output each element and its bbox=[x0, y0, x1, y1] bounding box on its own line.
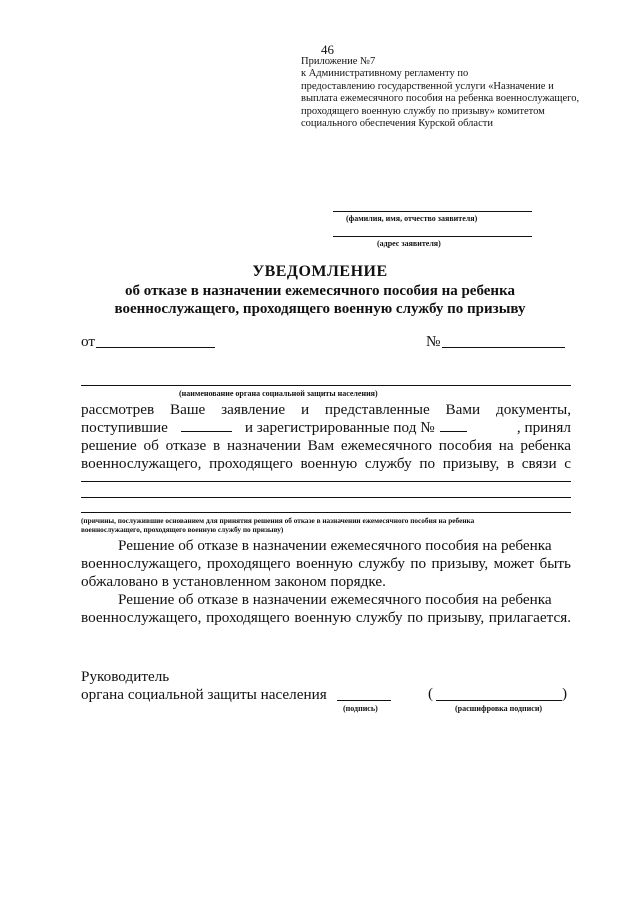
organ-title: органа социальной защиты населения bbox=[81, 686, 327, 703]
document-title: УВЕДОМЛЕНИЕ bbox=[252, 263, 388, 280]
received-date-blank bbox=[181, 419, 232, 432]
applicant-name-line bbox=[333, 211, 532, 212]
document-subtitle-line: об отказе в назначении ежемесячного пособия на ребенка bbox=[125, 283, 515, 299]
accepted-label: , принял bbox=[516, 419, 571, 436]
reasons-caption-line: военнослужащего, проходящего военную службу по призыву) bbox=[81, 524, 284, 534]
applicant-address-line bbox=[333, 236, 532, 237]
head-title: Руководитель bbox=[81, 668, 170, 685]
organ-name-caption: (наименование органа социальной защиты населения) bbox=[179, 389, 378, 398]
appeal-line: военнослужащего, проходящего военную службу по призыву, может быть bbox=[81, 555, 571, 572]
reasons-line bbox=[81, 497, 571, 498]
attachment-line: военнослужащего, проходящего военную службу по призыву, прилагается. bbox=[81, 609, 571, 626]
reasons-caption bbox=[81, 517, 474, 534]
decode-line bbox=[436, 700, 562, 701]
from-label: от bbox=[81, 333, 96, 350]
reasons-line bbox=[81, 481, 571, 482]
page-number: 46 bbox=[321, 42, 334, 57]
body-line: военнослужащего, проходящего военную службу по призыву, в связи с bbox=[81, 455, 571, 472]
applicant-address-caption: (адрес заявителя) bbox=[377, 239, 441, 248]
appendix-line: социального обеспечения Курской области bbox=[301, 118, 493, 130]
appendix-line: к Административному регламенту по bbox=[301, 68, 469, 80]
decode-caption: (расшифровка подписи) bbox=[455, 704, 543, 713]
registered-label: и зарегистрированные под № bbox=[244, 419, 435, 436]
body-line-registration bbox=[81, 419, 571, 437]
applicant-name-caption: (фамилия, имя, отчество заявителя) bbox=[346, 214, 478, 223]
appendix-line: Приложение №7 bbox=[301, 56, 376, 67]
reasons-caption-line: (причины, послужившие основанием для принятия решения об отказе в назначении ежемесячного пособия на ребенка bbox=[81, 516, 475, 525]
organ-name-line bbox=[81, 385, 571, 386]
open-paren: ( bbox=[428, 685, 434, 702]
signature-caption: (подпись) bbox=[343, 704, 378, 713]
signature-line bbox=[337, 700, 391, 701]
appeal-line: Решение об отказе в назначении ежемесячного пособия на ребенка bbox=[118, 537, 552, 554]
appendix-line: предоставлению государственной услуги «Назначение и bbox=[301, 80, 554, 92]
appendix-line: выплата ежемесячного пособия на ребенка военнослужащего, bbox=[301, 93, 580, 105]
appeal-line: обжаловано в установленном законом порядке. bbox=[81, 573, 386, 590]
close-paren: ) bbox=[562, 685, 568, 702]
body-line: решение об отказе в назначении Вам ежемесячного пособия на ребенка bbox=[81, 437, 571, 454]
attachment-line: Решение об отказе в назначении ежемесячного пособия на ребенка bbox=[118, 591, 552, 608]
reasons-line bbox=[81, 512, 571, 513]
appendix-reference bbox=[301, 56, 601, 130]
appendix-line: проходящего военную службу по призыву» комитетом bbox=[301, 105, 545, 117]
registration-number-blank bbox=[440, 419, 467, 432]
number-blank bbox=[442, 347, 565, 348]
date-blank bbox=[96, 347, 215, 348]
document-subtitle-line: военнослужащего, проходящего военную службу по призыву bbox=[114, 301, 526, 317]
received-label: поступившие bbox=[81, 419, 168, 436]
body-line: рассмотрев Ваше заявление и представленные Вами документы, bbox=[81, 401, 571, 418]
number-label: № bbox=[426, 333, 441, 350]
